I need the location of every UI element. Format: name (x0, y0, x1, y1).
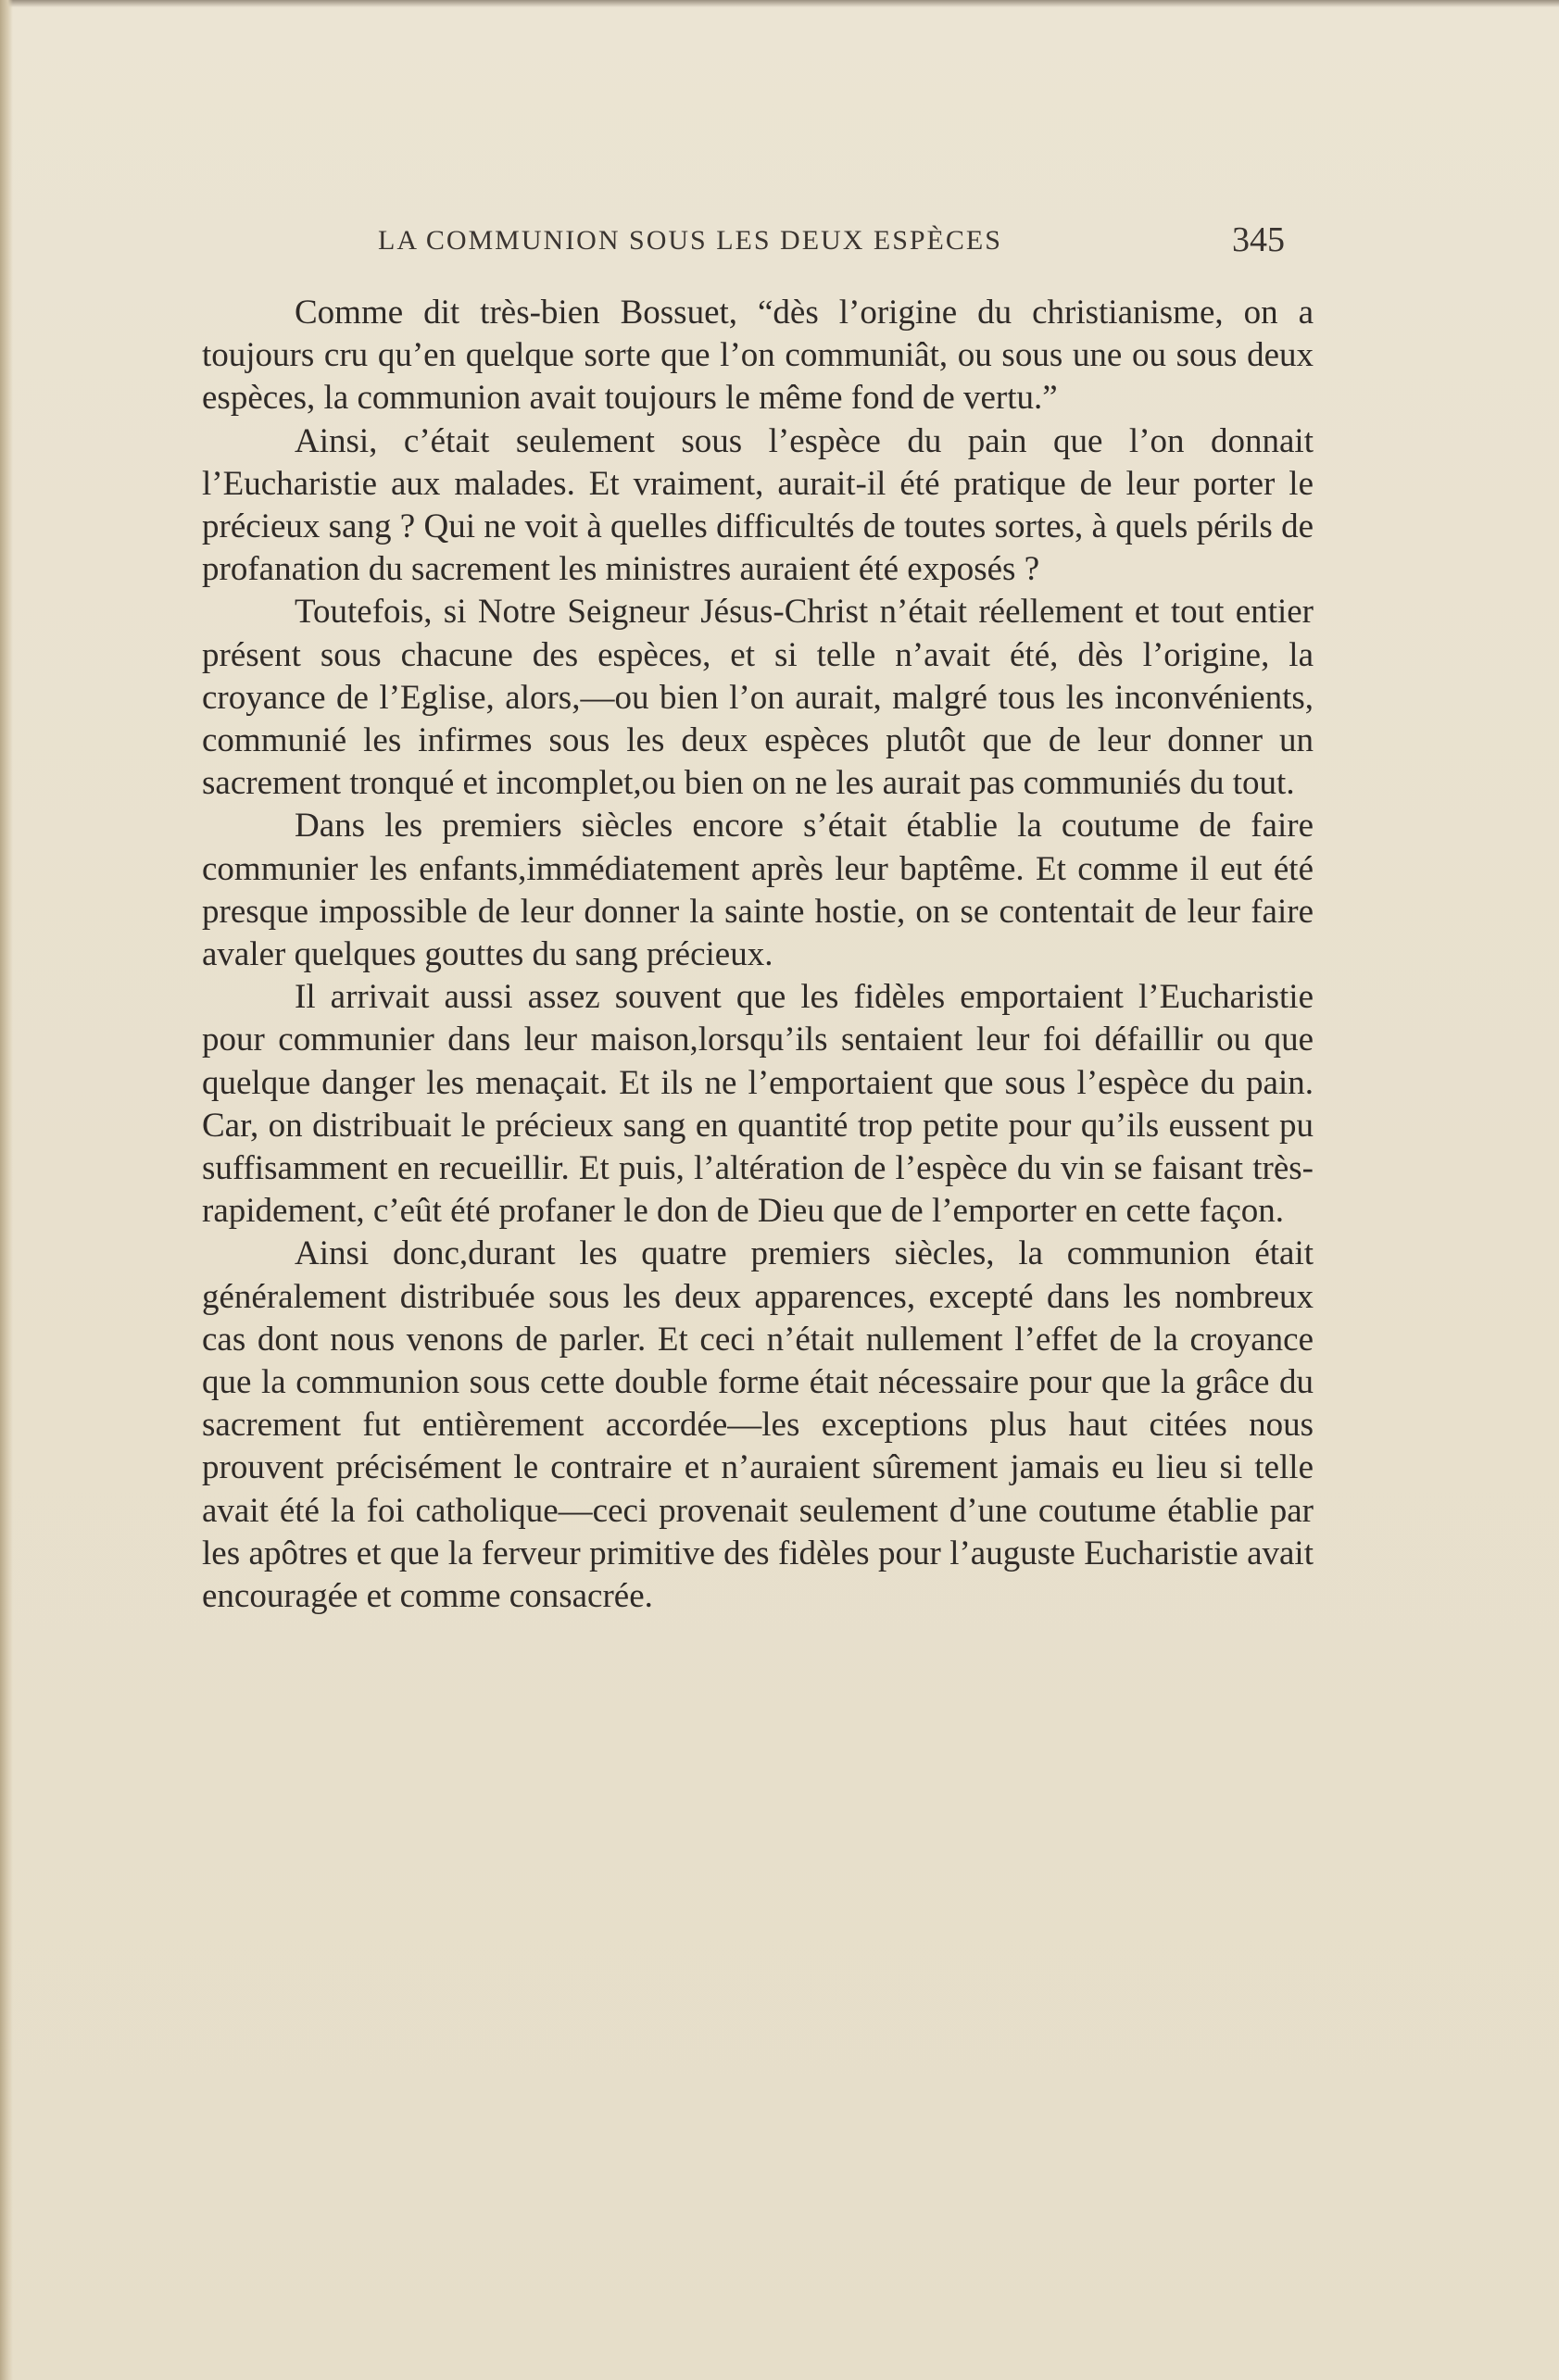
paragraph: Ainsi, c’était seulement sous l’espèce du pain que l’on donnait l’Eucharistie aux malades. Et vraiment, aurait-il été pratique de leur porter le précieux sang ? Qui ne voit à quelles difficultés de toutes sortes, à quels périls de profanation du sacrement les ministres auraient été exposés ? (202, 421, 1314, 589)
body-text (202, 292, 1314, 1618)
page-number: 345 (1232, 220, 1285, 259)
running-head: LA COMMUNION SOUS LES DEUX ESPÈCES (378, 225, 1002, 256)
paragraph: Il arrivait aussi assez souvent que les fidèles emportaient l’Eucharistie pour communier dans leur maison,lorsqu’ils sentaient leur foi défaillir ou que quelque danger les menaçait. Et ils ne l’emportaient que sous l’espèce du pain. Car, on distribuait le précieux sang en quantité trop petite pour qu’ils eussent pu suffisamment en recueillir. Et puis, l’altération de l’espèce du vin se faisant très-rapidement, c’eût été profaner le don de Dieu que de l’emporter en cette façon. (202, 978, 1314, 1231)
paragraph: Toutefois, si Notre Seigneur Jésus-Christ n’était réellement et tout entier présent sous chacune des espèces, et si telle n’avait été, dès l’origine, la croyance de l’Eglise, alors,—ou bien l’on aurait, malgré tous les inconvénients, communié les infirmes sous les deux espèces plutôt que de leur donner un sacrement tronqué et incomplet,ou bien on ne les aurait pas communiés du tout. (202, 593, 1314, 803)
paragraph: Dans les premiers siècles encore s’était établie la coutume de faire communier les enfants,immédiatement après leur baptême. Et comme il eut été presque impossible de leur donner la sainte hostie, on se contentait de leur faire avaler quelques gouttes du sang précieux. (202, 807, 1314, 974)
page-top-edge (0, 0, 1559, 7)
binding-edge (0, 0, 13, 2380)
paragraph: Comme dit très-bien Bossuet, “dès l’origine du christianisme, on a toujours cru qu’en quelque sorte que l’on communiât, ou sous une ou sous deux espèces, la communion avait toujours le même fond de vertu.” (202, 294, 1314, 418)
paragraph: Ainsi donc,durant les quatre premiers siècles, la communion était généralement distribuée sous les deux apparences, excepté dans les nombreux cas dont nous venons de parler. Et ceci n’était nullement l’effet de la croyance que la communion sous cette double forme était nécessaire pour que la grâce du sacrement fut entièrement accordée—les exceptions plus haut citées nous prouvent précisément le contraire et n’auraient sûrement jamais eu lieu si telle avait été la foi catholique—ceci provenait seulement d’une coutume établie par les apôtres et que la ferveur primitive des fidèles pour l’auguste Eucharistie avait encouragée et comme consacrée. (202, 1234, 1314, 1616)
